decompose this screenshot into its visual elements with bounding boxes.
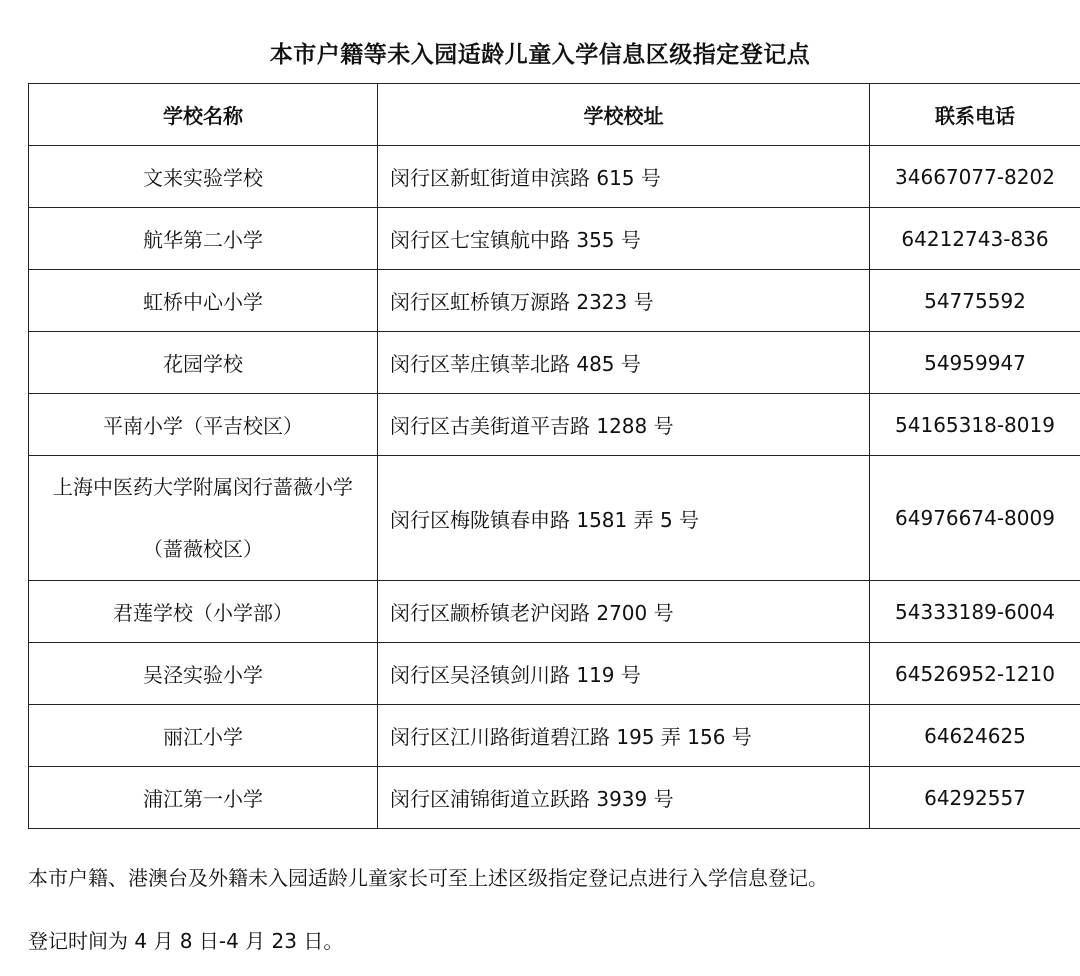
registration-time-note: 登记时间为 4 月 8 日-4 月 23 日。: [28, 929, 344, 953]
registration-note: 本市户籍、港澳台及外籍未入园适龄儿童家长可至上述区级指定登记点进行入学信息登记。: [28, 866, 828, 890]
school-name-cell: 文来实验学校: [29, 146, 378, 208]
phone-cell: 64212743-836: [870, 208, 1080, 270]
phone-cell: 54165318-8019: [870, 394, 1080, 456]
school-name-cell: 航华第二小学: [29, 208, 378, 270]
registration-points-table: [28, 83, 1080, 829]
phone-cell: 64526952-1210: [870, 643, 1080, 705]
column-header-phone: 联系电话: [870, 84, 1080, 146]
school-address-cell: 闵行区吴泾镇剑川路 119 号: [378, 643, 870, 705]
table-header-row: [29, 84, 1080, 146]
school-name-cell: 吴泾实验小学: [29, 643, 378, 705]
table-row: [29, 581, 1080, 643]
school-name-cell: 花园学校: [29, 332, 378, 394]
school-address-cell: 闵行区新虹街道申滨路 615 号: [378, 146, 870, 208]
school-address-cell: 闵行区江川路街道碧江路 195 弄 156 号: [378, 705, 870, 767]
phone-cell: 34667077-8202: [870, 146, 1080, 208]
school-address-cell: 闵行区莘庄镇莘北路 485 号: [378, 332, 870, 394]
school-name-cell: 虹桥中心小学: [29, 270, 378, 332]
phone-cell: 54775592: [870, 270, 1080, 332]
school-address-cell: 闵行区浦锦街道立跃路 3939 号: [378, 767, 870, 829]
school-name-cell: 丽江小学: [29, 705, 378, 767]
column-header-school-address: 学校校址: [378, 84, 870, 146]
table-row: [29, 767, 1080, 829]
phone-cell: 64624625: [870, 705, 1080, 767]
school-name-cell: [29, 456, 378, 581]
school-name-cell: 浦江第一小学: [29, 767, 378, 829]
school-name-line: （蔷薇校区）: [143, 537, 263, 561]
school-name-line: 上海中医药大学附属闵行蔷薇小学: [53, 475, 353, 499]
phone-cell: 64976674-8009: [870, 456, 1080, 581]
school-address-cell: 闵行区虹桥镇万源路 2323 号: [378, 270, 870, 332]
table-row: [29, 208, 1080, 270]
page-title: 本市户籍等未入园适龄儿童入学信息区级指定登记点: [269, 42, 811, 68]
table-row: [29, 270, 1080, 332]
school-address-cell: 闵行区古美街道平吉路 1288 号: [378, 394, 870, 456]
school-name-cell: 君莲学校（小学部）: [29, 581, 378, 643]
table-row: [29, 705, 1080, 767]
phone-cell: 64292557: [870, 767, 1080, 829]
table-row: [29, 394, 1080, 456]
column-header-school-name: 学校名称: [29, 84, 378, 146]
school-address-cell: 闵行区梅陇镇春申路 1581 弄 5 号: [378, 456, 870, 581]
table-row: [29, 456, 1080, 581]
table-row: [29, 332, 1080, 394]
phone-cell: 54959947: [870, 332, 1080, 394]
table-row: [29, 146, 1080, 208]
table-row: [29, 643, 1080, 705]
school-address-cell: 闵行区颛桥镇老沪闵路 2700 号: [378, 581, 870, 643]
phone-cell: 54333189-6004: [870, 581, 1080, 643]
school-address-cell: 闵行区七宝镇航中路 355 号: [378, 208, 870, 270]
school-name-cell: 平南小学（平吉校区）: [29, 394, 378, 456]
